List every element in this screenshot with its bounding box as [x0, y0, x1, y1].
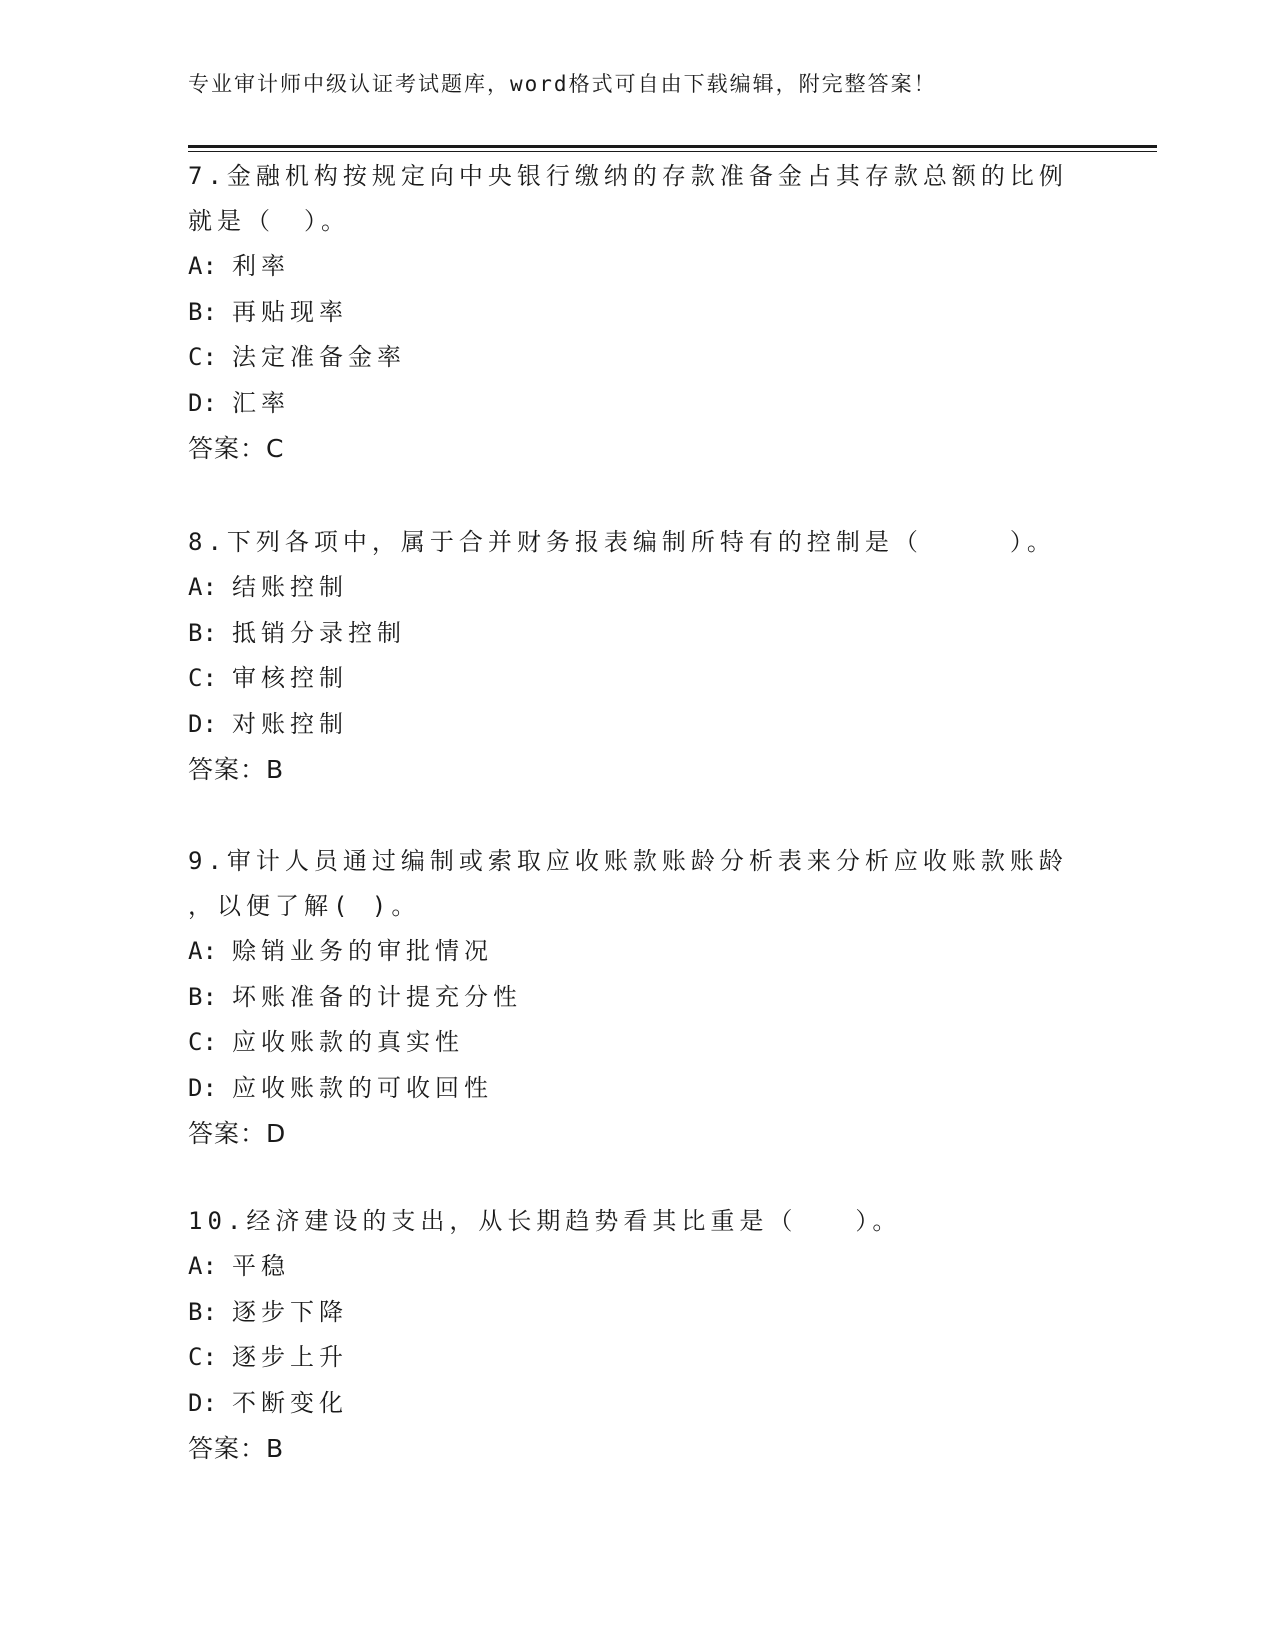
option-text: 应收账款的真实性 [232, 1028, 464, 1056]
option-text: 汇率 [232, 388, 290, 417]
option-text: 逐步下降 [232, 1297, 348, 1326]
option-letter: A: [188, 937, 217, 965]
option-text: 结账控制 [232, 573, 348, 601]
option-letter: C: [188, 343, 217, 371]
option-d [188, 702, 1068, 748]
answer-line: 答案：D [188, 1119, 287, 1148]
option-text: 不断变化 [232, 1388, 348, 1417]
option-b [188, 290, 1068, 336]
option-letter: D: [188, 1073, 217, 1102]
option-letter: C: [188, 1028, 217, 1056]
option-text: 审核控制 [232, 664, 348, 692]
question-stem [188, 839, 1068, 929]
answer-line: 答案：B [188, 1434, 285, 1463]
option-a [188, 565, 1068, 611]
option-d [188, 1066, 1068, 1112]
question-8 [188, 520, 1068, 793]
option-a [188, 1244, 1068, 1290]
option-letter: A: [188, 1252, 217, 1280]
option-text: 坏账准备的计提充分性 [232, 982, 522, 1011]
question-stem-line: 8.下列各项中，属于合并财务报表编制所特有的控制是（ ）。 [188, 528, 1056, 556]
option-letter: A: [188, 573, 217, 601]
option-letter: B: [188, 982, 217, 1011]
option-letter: A: [188, 252, 217, 280]
question-7 [188, 154, 1068, 472]
question-stem [188, 1199, 1068, 1244]
option-letter: B: [188, 1297, 217, 1326]
option-letter: B: [188, 618, 217, 647]
option-a [188, 929, 1068, 975]
option-text: 法定准备金率 [232, 343, 406, 371]
option-c [188, 656, 1068, 702]
option-b [188, 611, 1068, 657]
question-9 [188, 839, 1068, 1157]
option-d [188, 381, 1068, 427]
option-letter: C: [188, 1343, 217, 1371]
option-letter: B: [188, 297, 217, 326]
question-stem-line: 10.经济建设的支出，从长期趋势看其比重是（ ）。 [188, 1207, 902, 1235]
option-letter: C: [188, 664, 217, 692]
header-divider [188, 145, 1157, 152]
option-b [188, 1290, 1068, 1336]
question-stem [188, 154, 1068, 244]
option-text: 逐步上升 [232, 1343, 348, 1371]
page-header: 专业审计师中级认证考试题库，word格式可自由下载编辑，附完整答案！ [188, 72, 937, 96]
option-letter: D: [188, 1388, 217, 1417]
question-stem-line: ，以便了解( )。 [188, 892, 421, 920]
option-text: 再贴现率 [232, 297, 348, 326]
option-text: 利率 [232, 252, 290, 280]
option-text: 赊销业务的审批情况 [232, 937, 493, 965]
option-letter: D: [188, 709, 217, 738]
answer-line: 答案：B [188, 755, 285, 784]
option-text: 对账控制 [232, 709, 348, 738]
answer-line: 答案：C [188, 434, 285, 463]
option-a [188, 244, 1068, 290]
option-d [188, 1381, 1068, 1427]
option-text: 平稳 [232, 1252, 290, 1280]
option-c [188, 1335, 1068, 1381]
option-text: 应收账款的可收回性 [232, 1073, 493, 1102]
option-c [188, 335, 1068, 381]
question-10 [188, 1199, 1068, 1472]
option-letter: D: [188, 388, 217, 417]
option-text: 抵销分录控制 [232, 618, 406, 647]
question-stem-line: 9.审计人员通过编制或索取应收账款账龄分析表来分析应收账款账龄 [188, 847, 1068, 875]
option-c [188, 1020, 1068, 1066]
question-stem-line: 就是（ ）。 [188, 207, 350, 235]
question-stem [188, 520, 1068, 565]
question-stem-line: 7.金融机构按规定向中央银行缴纳的存款准备金占其存款总额的比例 [188, 162, 1068, 190]
option-b [188, 975, 1068, 1021]
